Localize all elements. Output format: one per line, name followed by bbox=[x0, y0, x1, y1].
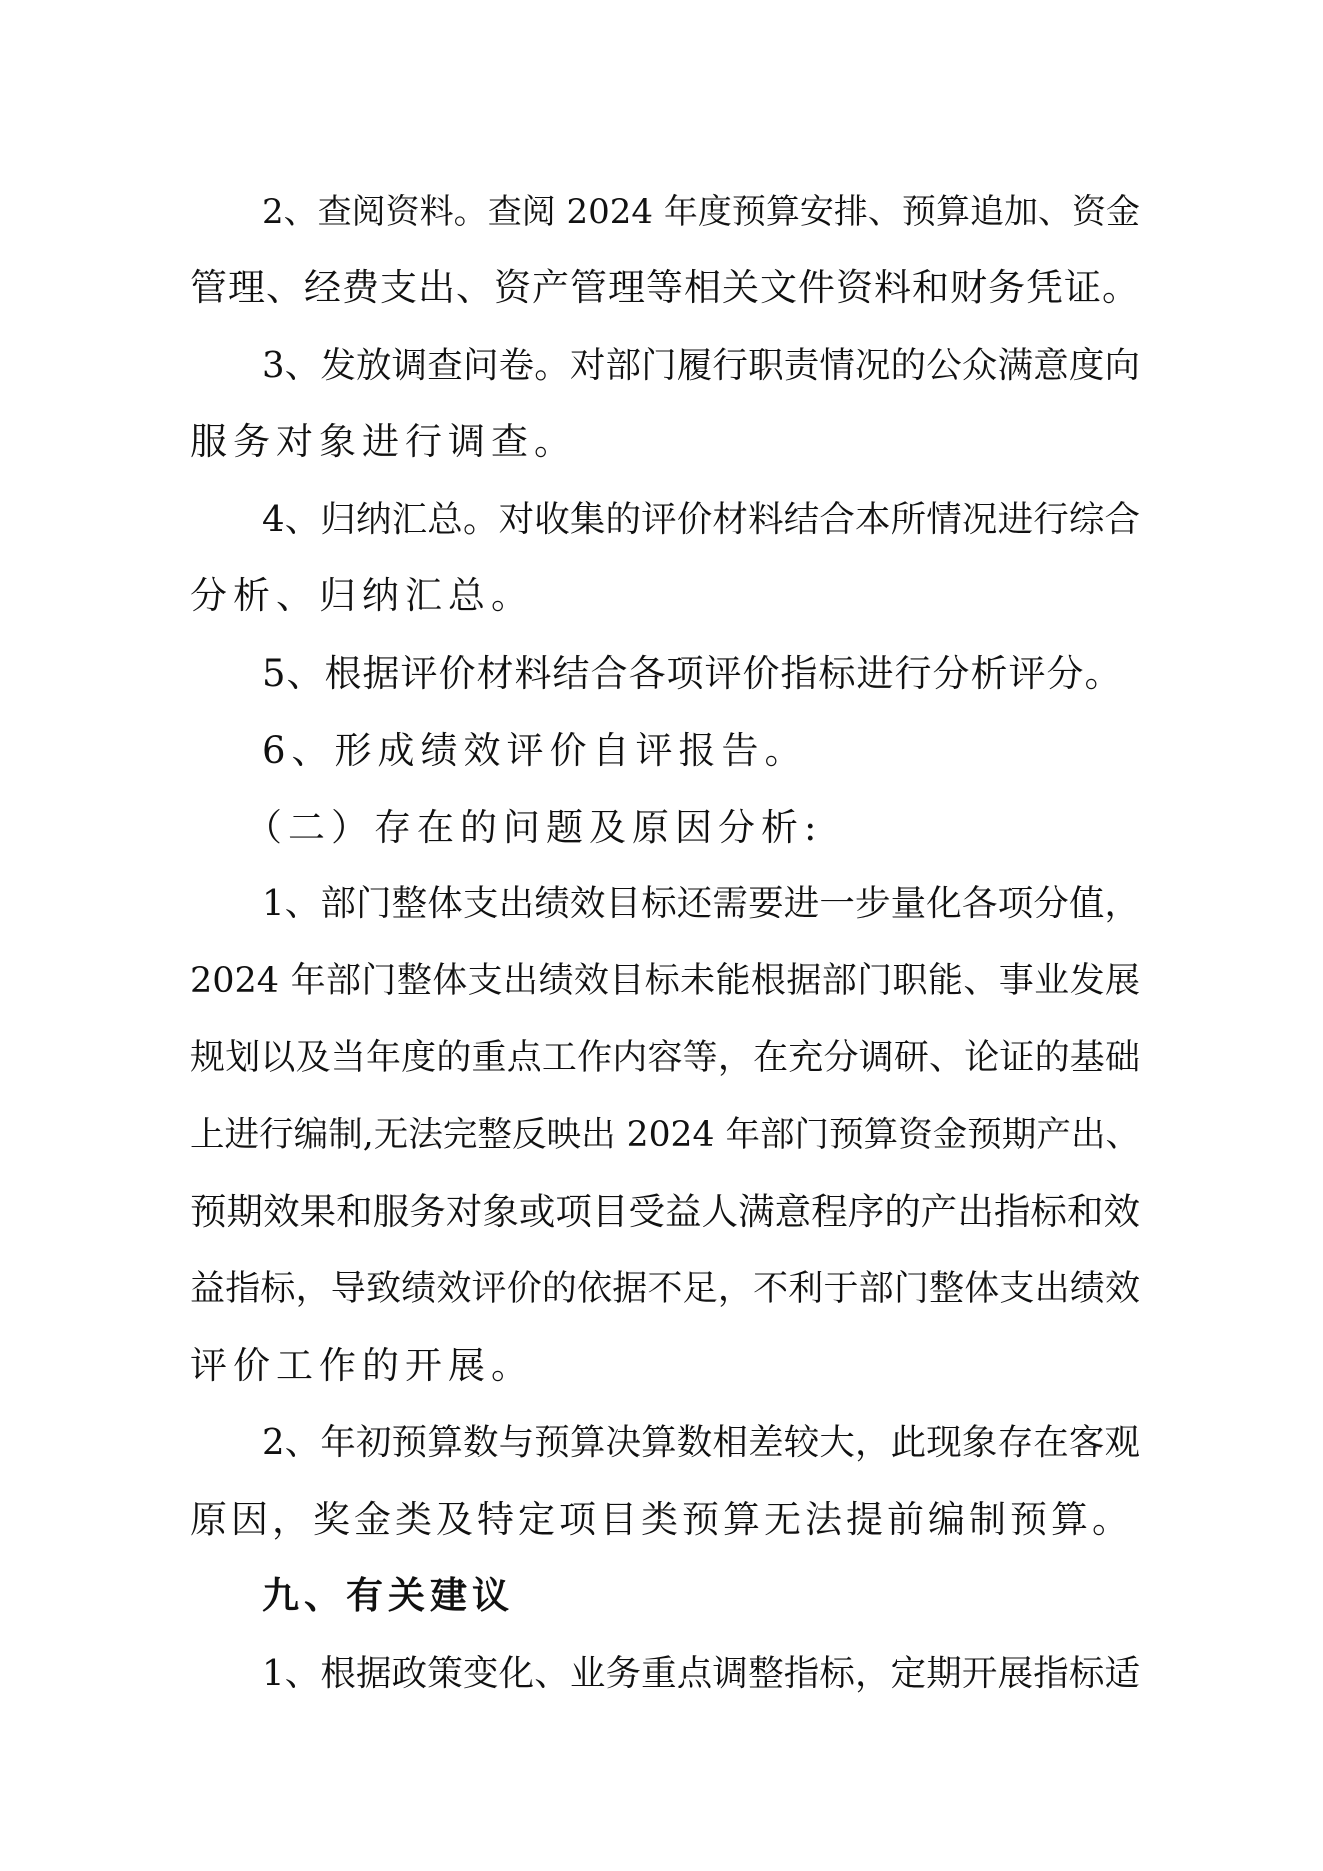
paragraph-line: 分析、归纳汇总。 bbox=[190, 574, 534, 617]
paragraph-line: 管理、经费支出、资产管理等相关文件资料和财务凭证。 bbox=[190, 266, 1140, 309]
section-heading: 九、有关建议 bbox=[262, 1574, 514, 1617]
paragraph-line: 预期效果和服务对象或项目受益人满意程序的产出指标和效 bbox=[190, 1190, 1140, 1233]
paragraph-line: 2、查阅资料。查阅 2024 年度预算安排、预算追加、资金 bbox=[262, 192, 1140, 232]
paragraph-line: 原因，奖金类及特定项目类预算无法提前编制预算。 bbox=[190, 1498, 1133, 1541]
paragraph-line: 3、发放调查问卷。对部门履行职责情况的公众满意度向 bbox=[262, 345, 1140, 386]
paragraph-line: 6、形成绩效评价自评报告。 bbox=[262, 729, 808, 772]
paragraph-line: 益指标，导致绩效评价的依据不足，不利于部门整体支出绩效 bbox=[190, 1269, 1140, 1309]
paragraph-line: 1、部门整体支出绩效目标还需要进一步量化各项分值， bbox=[262, 883, 1140, 924]
paragraph-line: 2、年初预算数与预算决算数相差较大，此现象存在客观 bbox=[262, 1422, 1140, 1463]
paragraph-line: 4、归纳汇总。对收集的评价材料结合本所情况进行综合 bbox=[262, 499, 1140, 540]
paragraph-line: 2024 年部门整体支出绩效目标未能根据部门职能、事业发展 bbox=[190, 961, 1140, 1001]
paragraph-line: 评价工作的开展。 bbox=[190, 1344, 534, 1387]
section-subheading: （二）存在的问题及原因分析: bbox=[245, 806, 823, 849]
paragraph-line: 规划以及当年度的重点工作内容等，在充分调研、论证的基础 bbox=[190, 1038, 1140, 1078]
paragraph-line: 5、根据评价材料结合各项评价指标进行分析评分。 bbox=[262, 652, 1123, 695]
paragraph-line: 1、根据政策变化、业务重点调整指标，定期开展指标适 bbox=[262, 1653, 1140, 1694]
paragraph-line: 服务对象进行调查。 bbox=[190, 420, 577, 463]
paragraph-line: 上进行编制,无法完整反映出 2024 年部门预算资金预期产出、 bbox=[190, 1115, 1140, 1155]
